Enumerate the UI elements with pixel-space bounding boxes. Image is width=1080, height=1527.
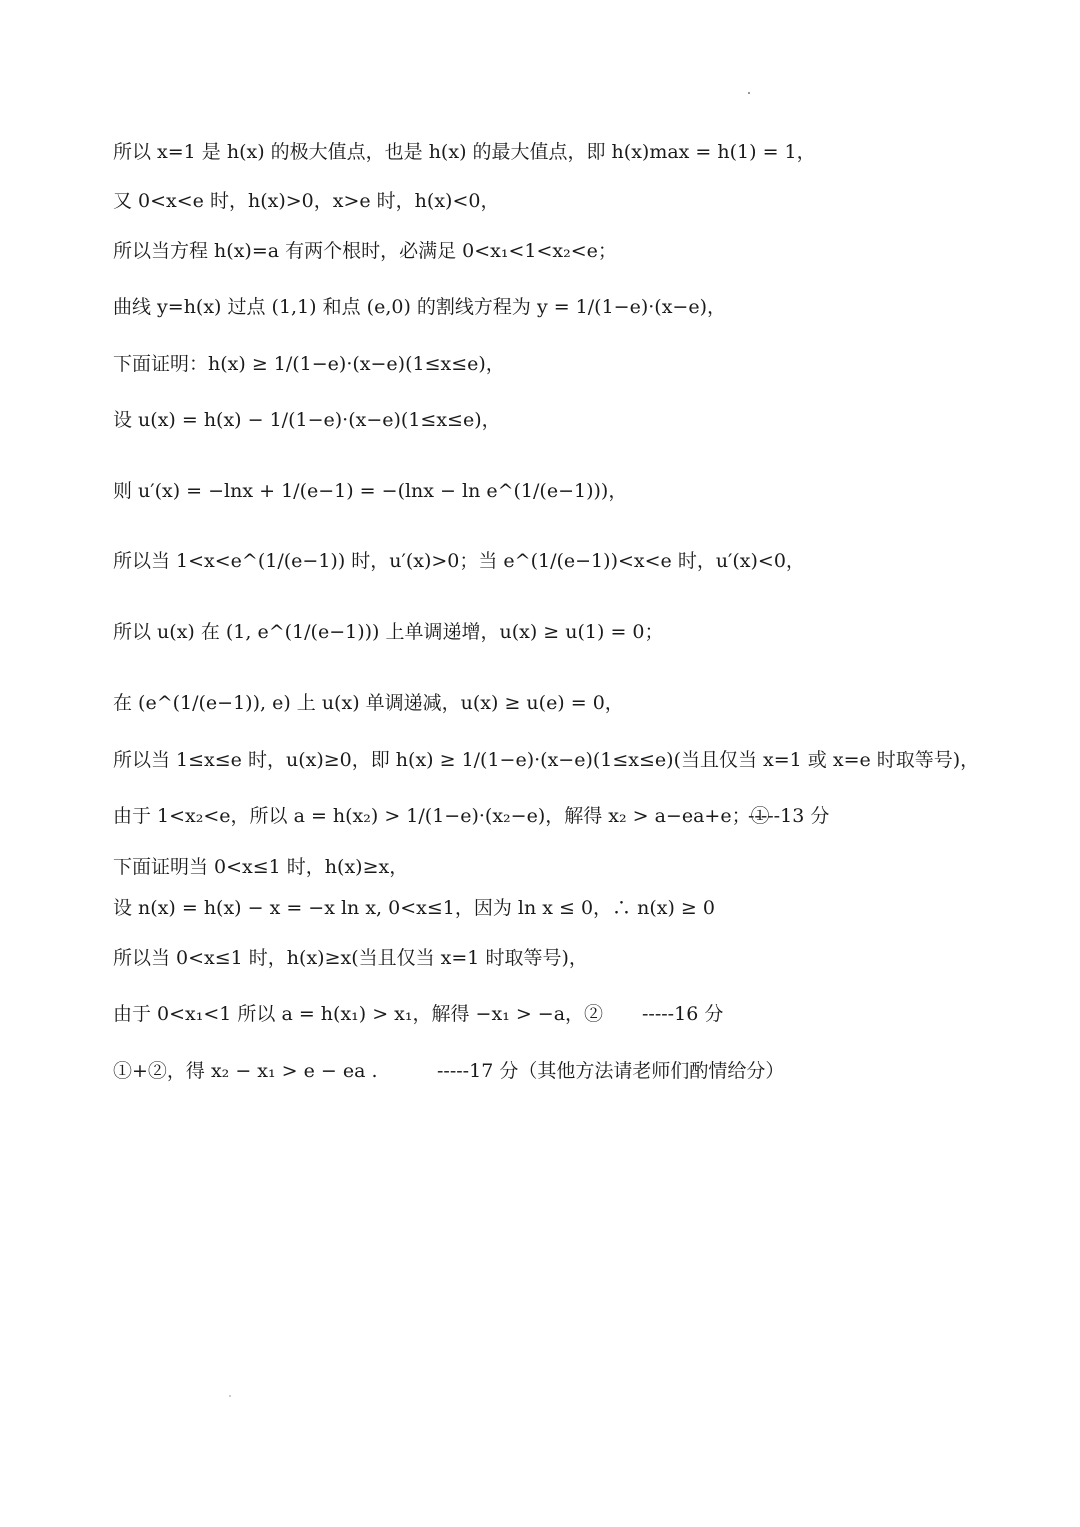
solution-line-15: 所以当 0<x≤1 时，h(x)≥x(当且仅当 x=1 时取等号)， [113, 947, 588, 969]
score-marker-17: -----17 分（其他方法请老师们酌情给分） [437, 1060, 785, 1082]
solution-line-3: 所以当方程 h(x)=a 有两个根时，必满足 0<x₁<1<x₂<e； [113, 240, 617, 262]
score-marker-13: -----13 分 [748, 805, 830, 827]
solution-line-10: 在 (e^(1/(e−1)), e) 上 u(x) 单调递减，u(x) ≥ u(e) = 0， [113, 692, 624, 714]
solution-line-4: 曲线 y=h(x) 过点 (1,1) 和点 (e,0) 的割线方程为 y = 1/(1−e)·(x−e)， [113, 296, 726, 318]
solution-line-1: 所以 x=1 是 h(x) 的极大值点，也是 h(x) 的最大值点，即 h(x)max = h(1) = 1， [113, 141, 816, 163]
score-marker-16: -----16 分 [642, 1003, 724, 1025]
solution-line-14: 设 n(x) = h(x) − x = −x ln x, 0<x≤1，因为 ln x ≤ 0，∴ n(x) ≥ 0 [113, 897, 715, 919]
solution-line-2: 又 0<x<e 时，h(x)>0，x>e 时，h(x)<0， [113, 190, 500, 212]
solution-line-9: 所以 u(x) 在 (1, e^(1/(e−1))) 上单调递增，u(x) ≥ u(1) = 0； [113, 621, 664, 643]
solution-line-17: ①+②，得 x₂ − x₁ > e − ea . [113, 1060, 378, 1082]
solution-line-7: 则 u′(x) = −lnx + 1/(e−1) = −(lnx − ln e^(1/(e−1)))， [113, 480, 628, 502]
solution-line-6: 设 u(x) = h(x) − 1/(1−e)·(x−e)(1≤x≤e)， [113, 409, 501, 431]
solution-line-5: 下面证明：h(x) ≥ 1/(1−e)·(x−e)(1≤x≤e)， [113, 353, 505, 375]
solution-line-16: 由于 0<x₁<1 所以 a = h(x₁) > x₁，解得 −x₁ > −a，② [113, 1003, 604, 1025]
scan-speck [748, 92, 750, 94]
solution-line-8: 所以当 1<x<e^(1/(e−1)) 时，u′(x)>0；当 e^(1/(e−1))<x<e 时，u′(x)<0， [113, 550, 805, 572]
scan-speck [229, 1395, 231, 1397]
solution-line-12: 由于 1<x₂<e，所以 a = h(x₂) > 1/(1−e)·(x₂−e)，解得 x₂ > a−ea+e；① [113, 805, 770, 827]
solution-line-11: 所以当 1≤x≤e 时，u(x)≥0，即 h(x) ≥ 1/(1−e)·(x−e)(1≤x≤e)(当且仅当 x=1 或 x=e 时取等号)， [113, 749, 980, 771]
solution-line-13: 下面证明当 0<x≤1 时，h(x)≥x， [113, 856, 409, 878]
